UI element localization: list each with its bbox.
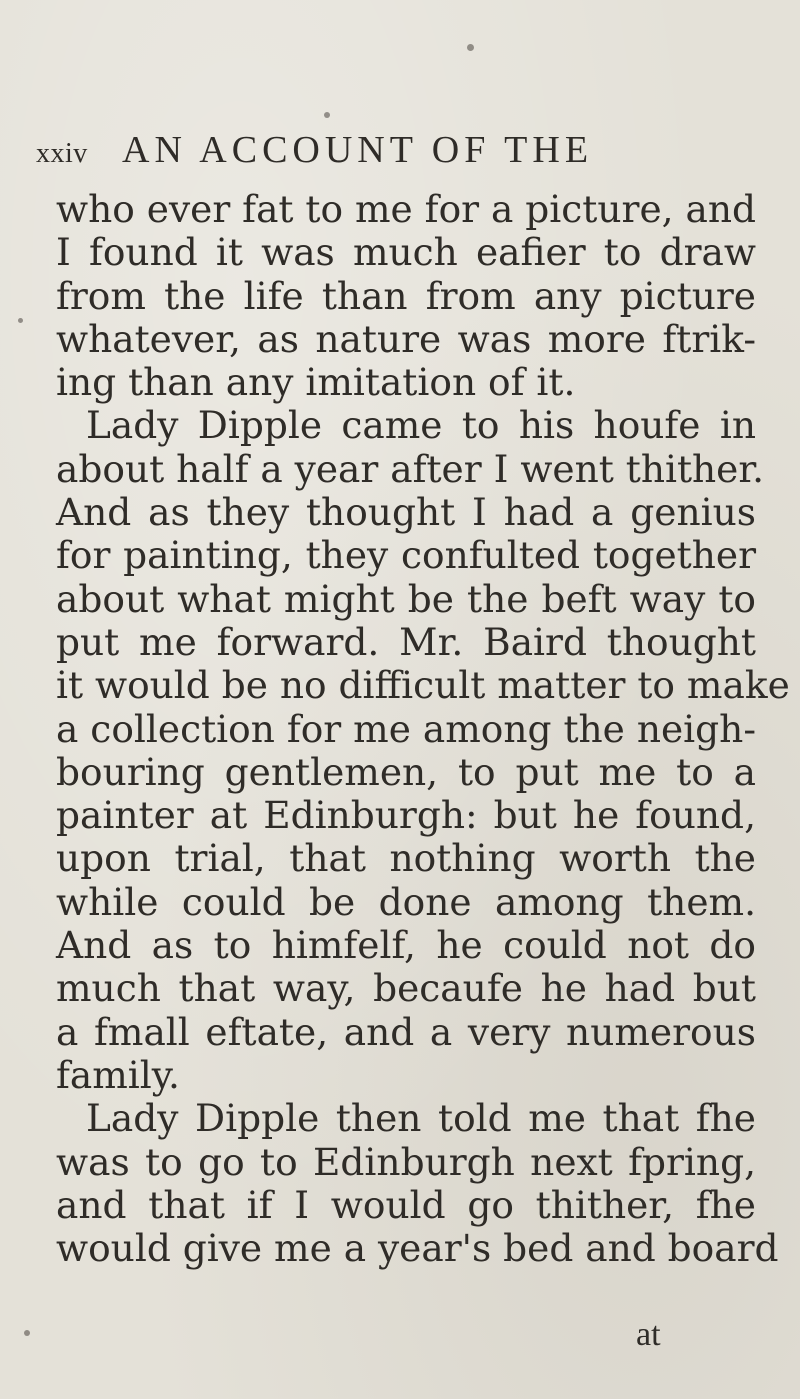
- text-line: about what might be the beft way to: [56, 576, 756, 621]
- text-line: bouring gentlemen, to put me to a: [56, 749, 756, 794]
- text-line: it would be no difficult matter to make: [56, 663, 790, 708]
- paragraph-start-line: Lady Dipple came to his houfe in: [86, 403, 756, 448]
- text-line: from the life than from any picture: [56, 273, 756, 318]
- text-line: a fmall eftate, and a very numerous: [56, 1009, 756, 1054]
- body-text: [56, 187, 790, 1271]
- text-line: for painting, they confulted together: [56, 533, 756, 578]
- text-line: and that if I would go thither, fhe: [56, 1182, 756, 1227]
- text-line: ing than any imitation of it.: [56, 360, 576, 405]
- running-head: AN ACCOUNT OF THE: [122, 129, 594, 171]
- text-line: And as they thought I had a genius: [56, 490, 756, 535]
- ink-speck: [24, 1330, 30, 1336]
- text-line: was to go to Edinburgh next fpring,: [56, 1139, 756, 1184]
- page-number: xxiv: [36, 138, 88, 169]
- text-line: I found it was much eafier to draw: [56, 230, 756, 275]
- text-line: family.: [56, 1052, 180, 1097]
- text-line: about half a year after I went thither.: [56, 446, 765, 491]
- ink-speck: [467, 44, 474, 51]
- text-line: painter at Edinburgh: but he found,: [56, 793, 756, 838]
- paragraph-start-line: Lady Dipple then told me that fhe: [86, 1096, 756, 1141]
- ink-speck: [18, 318, 23, 323]
- text-line: And as to himfelf, he could not do: [56, 923, 756, 968]
- catchword: at: [636, 1316, 661, 1353]
- page-header: [36, 128, 594, 184]
- text-line: whatever, as nature was more ftrik-: [56, 316, 756, 361]
- text-line: while could be done among them.: [56, 879, 756, 924]
- text-line: would give me a year's bed and board: [56, 1226, 779, 1271]
- text-line: who ever fat to me for a picture, and: [56, 187, 756, 231]
- text-line: much that way, becaufe he had but: [56, 966, 756, 1011]
- text-line: a collection for me among the neigh-: [56, 706, 756, 751]
- ink-speck: [324, 112, 330, 118]
- text-line: put me forward. Mr. Baird thought: [56, 619, 756, 664]
- text-line: upon trial, that nothing worth the: [56, 836, 756, 881]
